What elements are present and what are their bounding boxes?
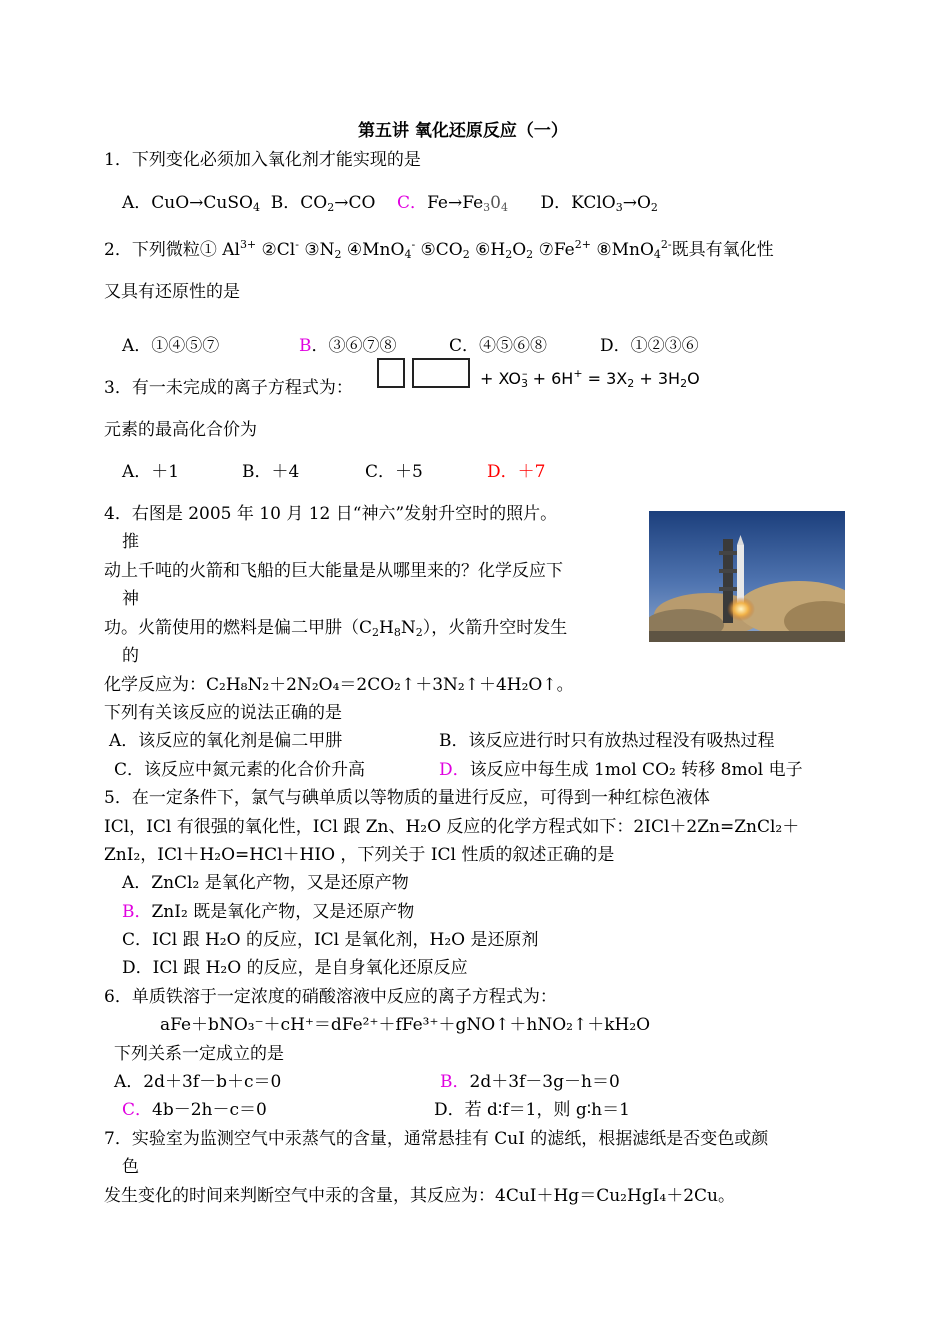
- q4-line5: 下列有关该反应的说法正确的是: [104, 703, 342, 723]
- q1-b-label: B．: [270, 193, 301, 213]
- q2-option-b: [299, 336, 397, 356]
- q1-options: A．CuO→CuSO$_4$ B．$CO_2\to CO$ C．$Fe\to Fe_30_4$ D．$KClO_3\to O_2$: [122, 193, 658, 214]
- q6-c-text: 4b－2h－c＝0: [152, 1100, 267, 1120]
- q1-stem: 1．下列变化必须加入氧化剂才能实现的是: [104, 150, 421, 170]
- q4-line1-wrap: 推: [122, 532, 139, 552]
- q1-b-text: CO: [300, 193, 328, 213]
- q5-line2: ICl，ICl 有很强的氧化性，ICl 跟 Zn、H₂O 反应的化学方程式如下：2ICl＋2Zn=ZnCl₂＋: [104, 817, 800, 837]
- q4-line1: 4．右图是 2005 年 10 月 12 日“神六”发射升空时的照片。: [104, 504, 558, 524]
- q6-option-a: A．2d＋3f－b＋c＝0: [114, 1072, 282, 1092]
- q4-line3-wrap: 的: [122, 646, 139, 666]
- q3-eq-d: + 3H: [634, 369, 681, 388]
- q4-d-text: 该反应中每生成 1mol CO₂ 转移 8mol 电子: [469, 760, 803, 780]
- q7-line1-wrap: 色: [122, 1157, 139, 1177]
- q1-a-text: CuO→CuSO: [151, 193, 253, 213]
- q2-stem-a: 2．下列微粒① Al: [104, 240, 240, 260]
- q3-eq-e: O: [687, 369, 700, 388]
- q4-line4: 化学反应为：C₂H₈N₂＋2N₂O₄＝2CO₂↑＋3N₂↑＋4H₂O↑。: [104, 675, 574, 695]
- q3-equation-text: + $XO_3^- + 6H^+ = 3X_2 + 3H_2O$: [480, 367, 700, 390]
- q5-option-a: A．ZnCl₂ 是氧化产物，又是还原产物: [122, 873, 409, 893]
- q4-option-c: C．该反应中氮元素的化合价升高: [114, 760, 366, 780]
- q3-eq-a: + XO: [480, 369, 522, 388]
- q7-line1: 7．实验室为监测空气中汞蒸气的含量，通常悬挂有 CuI 的滤纸，根据滤纸是否变色或颜: [104, 1129, 769, 1149]
- q3-option-d: D．＋7: [487, 462, 546, 482]
- q5-option-b: [122, 902, 414, 922]
- q2-option-a: A．①④⑤⑦: [122, 336, 220, 356]
- q6-line1: 6．单质铁溶于一定浓度的硝酸溶液中反应的离子方程式为：: [104, 987, 557, 1007]
- q6-equation: aFe＋bNO₃⁻＋cH⁺＝dFe²⁺＋fFe³⁺＋gNO↑＋hNO₂↑＋kH₂O: [160, 1015, 651, 1035]
- q6-option-c: [122, 1100, 267, 1120]
- page-title: 第五讲 氧化还原反应（一）: [358, 121, 568, 141]
- q1-c-label: C．: [397, 193, 428, 213]
- q2-b-label: B: [299, 336, 312, 356]
- q3-eq-c: = 3X: [582, 369, 628, 388]
- q4-line3: 功。火箭使用的燃料是偏二甲肼$(C_2H_8N_2)$，火箭升空时发生: [104, 618, 568, 639]
- q2-stem-g: O: [512, 240, 527, 260]
- q2-stem: 2．下列微粒① $Al^{3+}$ ②Cl- $③N_2$ ④MnO$_4$- $⑤CO_2$ $⑥H_2O_2$ $⑦Fe^{2+}$ ⑧MnO$_4^{2-}$既具有氧化性: [104, 238, 774, 261]
- q5-line1: 5．在一定条件下，氯气与碘单质以等物质的量进行反应，可得到一种红棕色液体: [104, 788, 710, 808]
- rocket-launch-photo: [649, 511, 845, 642]
- q2-option-c: C．④⑤⑥⑧: [449, 336, 548, 356]
- q4-option-a: A．该反应的氧化剂是偏二甲肼: [109, 731, 343, 751]
- q5-line3: ZnI₂，ICl＋H₂O=HCl＋HIO ，下列关于 ICl 性质的叙述正确的是: [104, 845, 615, 865]
- q2-b-text: ．③⑥⑦⑧: [311, 336, 397, 356]
- q1-c-text: Fe→Fe: [427, 193, 484, 213]
- q4-l3d: ），火箭升空时发生: [422, 618, 568, 638]
- q5-option-c: C．ICl 跟 H₂O 的反应，ICl 是氧化剂，H₂O 是还原剂: [122, 930, 539, 950]
- q5-b-text: ZnI₂ 既是氧化产物，又是还原产物: [151, 902, 415, 922]
- q2-stem-c: ③N: [298, 240, 335, 260]
- q5-option-d: D．ICl 跟 H₂O 的反应，是自身氧化还原反应: [122, 958, 468, 978]
- q3-option-c: C．＋5: [365, 462, 423, 482]
- q4-l3a: 功。火箭使用的燃料是偏二甲肼（C: [104, 618, 373, 638]
- q2-option-d: D．①②③⑥: [600, 336, 699, 356]
- q1-d-text1: KClO: [571, 193, 616, 213]
- q6-b-text: 2d＋3f－3g－h＝0: [469, 1072, 620, 1092]
- q6-b-label: B．: [440, 1072, 470, 1092]
- q2-stem-d: ④MnO: [341, 240, 405, 260]
- q3-eq-b: + 6H: [527, 369, 574, 388]
- q2-stem-line2: 又具有还原性的是: [104, 282, 240, 302]
- q6-line3: 下列关系一定成立的是: [114, 1044, 284, 1064]
- q4-line2-wrap: 神: [122, 589, 139, 609]
- q5-b-label: B．: [122, 902, 152, 922]
- q3-equation-image: [377, 358, 717, 392]
- q2-stem-f: ⑥H: [469, 240, 506, 260]
- q7-line2: 发生变化的时间来判断空气中汞的含量，其反应为：4CuI＋Hg＝Cu₂HgI₄＋2Cu。: [104, 1186, 735, 1206]
- q2-stem-b: ②Cl: [256, 240, 296, 260]
- q4-l3c: N: [400, 618, 416, 638]
- q2-stem-h: ⑦Fe: [533, 240, 575, 260]
- q2-stem-j: 既具有氧化性: [671, 240, 774, 260]
- q4-option-b: B．该反应进行时只有放热过程没有吸热过程: [439, 731, 775, 751]
- q4-d-label: D．: [439, 760, 470, 780]
- q2-stem-i: ⑧MnO: [590, 240, 654, 260]
- q3-stem-line2: 元素的最高化合价为: [104, 420, 257, 440]
- q6-option-b: [440, 1072, 620, 1092]
- q4-line2: 动上千吨的火箭和飞船的巨大能量是从哪里来的？化学反应下: [104, 561, 563, 581]
- blank-box-2: [412, 358, 470, 388]
- blank-box-1: [377, 358, 405, 388]
- q4-l3b: H: [379, 618, 394, 638]
- q1-a-label: A．: [122, 193, 152, 213]
- q3-option-a: A．＋1: [122, 462, 180, 482]
- q2-stem-e: ⑤CO: [415, 240, 463, 260]
- q3-stem: 3．有一未完成的离子方程式为：: [104, 378, 353, 398]
- q1-c-text2: 0: [490, 193, 501, 213]
- q4-option-d: [439, 760, 803, 780]
- q6-c-label: C．: [122, 1100, 153, 1120]
- q3-option-b: B．＋4: [242, 462, 300, 482]
- q6-option-d: D．若 d∶f＝1，则 g∶h＝1: [434, 1100, 630, 1120]
- q1-d-text2: →O: [622, 193, 651, 213]
- q1-d-label: D．: [540, 193, 572, 213]
